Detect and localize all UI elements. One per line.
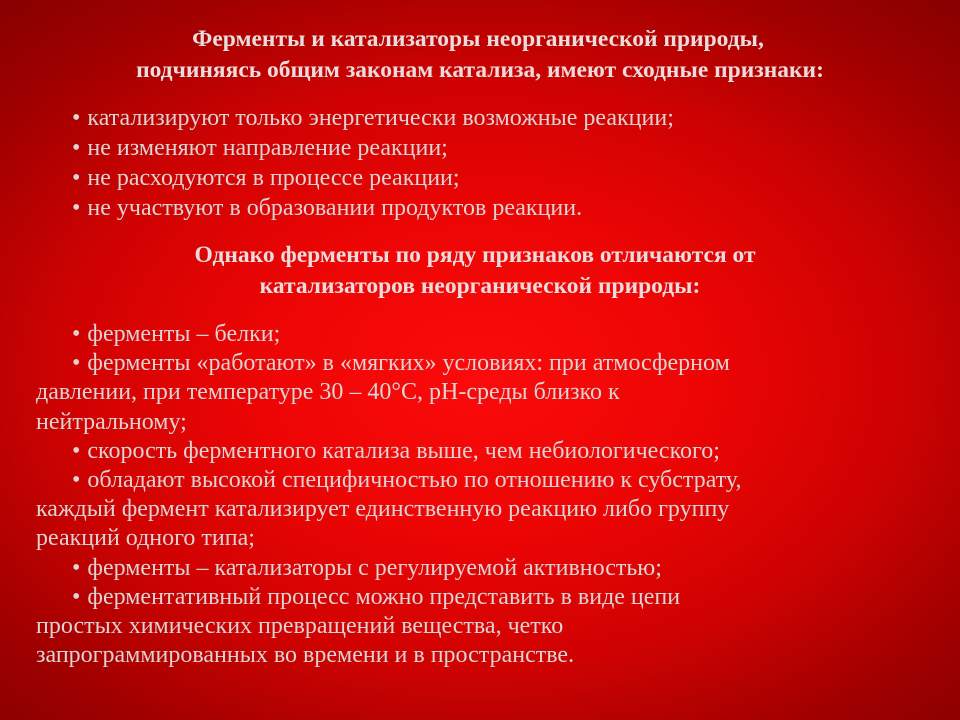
slide-heading-similarities	[20, 24, 940, 86]
heading-line: Однако ферменты по ряду признаков отличаются от	[194, 242, 756, 268]
list-item-continuation: реакций одного типа;	[36, 525, 255, 552]
list-item-text: ферментативный процесс можно представить в виде цепи	[87, 583, 681, 610]
list-item-continuation: простых химических превращений вещества, четко	[36, 613, 564, 640]
list-item-text: не участвуют в образовании продуктов реакции.	[87, 195, 583, 221]
list-item	[72, 163, 932, 193]
list-item-text: ферменты – катализаторы с регулируемой активностью;	[87, 554, 662, 581]
list-item-text: ферменты – белки;	[87, 321, 281, 347]
list-item-text: катализируют только энергетически возможные реакции;	[87, 105, 674, 131]
bullet: •	[72, 467, 81, 494]
bullet: •	[72, 583, 81, 610]
bullet: •	[72, 321, 81, 347]
list-item	[36, 554, 906, 583]
list-item	[36, 320, 906, 349]
heading-line: катализаторов неорганической природы:	[259, 273, 701, 299]
bullet: •	[72, 195, 81, 221]
list-item-text: ферменты «работают» в «мягких» условиях: при атмосферном	[87, 350, 730, 377]
bullet: •	[72, 350, 81, 377]
list-item-continuation: давлении, при температуре 30 – 40°С, рН-среды близко к	[36, 379, 620, 406]
list-item-text: скорость ферментного катализа выше, чем небиологического;	[87, 437, 720, 464]
bullet: •	[72, 554, 81, 581]
list-item	[72, 103, 932, 133]
list-item	[36, 437, 906, 466]
bullet: •	[72, 105, 81, 131]
list-item	[36, 466, 906, 554]
list-item	[72, 193, 932, 223]
list-item	[36, 583, 906, 671]
list-item-text: не расходуются в процессе реакции;	[87, 165, 460, 191]
heading-line: Ферменты и катализаторы неорганической природы,	[192, 26, 764, 52]
differences-list	[36, 320, 906, 670]
list-item-text: обладают высокой специфичностью по отношению к субстрату,	[87, 467, 742, 494]
list-item-text: не изменяют направление реакции;	[87, 135, 448, 161]
bullet: •	[72, 165, 81, 191]
similarities-list	[72, 103, 932, 223]
bullet: •	[72, 135, 81, 161]
list-item	[36, 349, 906, 437]
list-item-continuation: нейтральному;	[36, 408, 187, 435]
heading-line: подчиняясь общим законам катализа, имеют сходные признаки:	[136, 57, 824, 83]
list-item-continuation: каждый фермент катализирует единственную реакцию либо группу	[36, 496, 730, 523]
list-item-continuation: запрограммированных во времени и в пространстве.	[36, 642, 575, 669]
slide-heading-differences	[20, 240, 940, 302]
bullet: •	[72, 437, 81, 464]
list-item	[72, 133, 932, 163]
